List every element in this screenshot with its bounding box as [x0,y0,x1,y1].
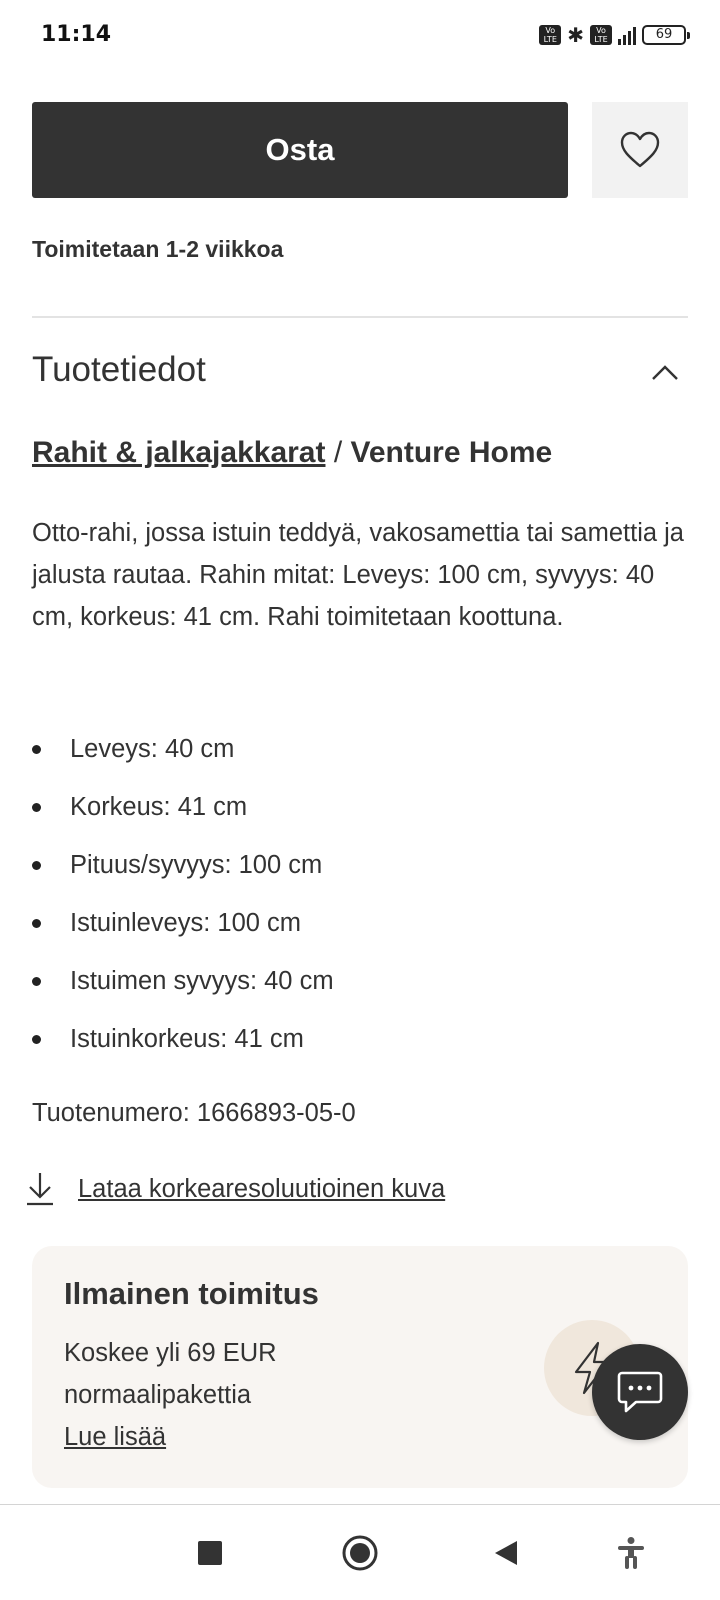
product-number: Tuotenumero: 1666893-05-0 [32,1099,356,1127]
download-icon [24,1170,56,1208]
chevron-up-icon [650,362,680,382]
spec-item: Istuimen syvyys: 40 cm [32,960,334,1018]
breadcrumb-brand: Venture Home [350,436,553,469]
home-circle-icon [341,1534,379,1572]
buy-button[interactable]: Osta [32,102,568,198]
heart-icon [620,131,660,169]
product-info-title: Tuotetiedot [32,350,206,389]
download-image-label: Lataa korkearesoluutioinen kuva [78,1174,446,1203]
back-button[interactable] [483,1530,529,1576]
square-icon [197,1540,223,1566]
status-bar [0,0,720,70]
spec-list [32,728,334,1076]
download-image-link[interactable] [24,1170,445,1208]
status-time: 11:14 [41,22,112,47]
recents-button[interactable] [187,1530,233,1576]
breadcrumb [32,436,552,470]
system-nav-bar [0,1505,720,1600]
shipping-text: Koskee yli 69 EUR normaalipakettia [64,1339,277,1409]
chat-button[interactable] [592,1344,688,1440]
home-button[interactable] [337,1530,383,1576]
volte-icon-2: Vo LTE [590,25,612,45]
accessibility-icon [617,1536,645,1570]
bluetooth-icon: ✱ [567,24,584,47]
spec-item: Istuinkorkeus: 41 cm [32,1018,334,1076]
chat-icon [616,1369,664,1415]
collapse-toggle[interactable] [650,362,680,386]
spec-item: Korkeus: 41 cm [32,786,334,844]
volte-icon: Vo LTE [539,25,561,45]
signal-icon [618,25,636,45]
back-triangle-icon [493,1539,519,1567]
read-more-link[interactable]: Lue lisää [64,1423,167,1451]
free-shipping-card [32,1246,688,1488]
section-divider [32,316,688,318]
status-icons [539,22,686,48]
breadcrumb-separator: / [325,436,351,469]
battery-indicator: 69 [642,25,686,45]
delivery-time: Toimitetaan 1-2 viikkoa [32,236,284,262]
breadcrumb-category-link[interactable]: Rahit & jalkajakkarat [32,436,326,469]
accessibility-button[interactable] [608,1530,654,1576]
shipping-title: Ilmainen toimitus [64,1276,319,1311]
spec-item: Leveys: 40 cm [32,728,334,786]
wishlist-button[interactable] [592,102,688,198]
product-description: Otto-rahi, jossa istuin teddyä, vakosamettia tai samettia ja jalusta rautaa. Rahin mitat: Leveys: 100 cm, syvyys: 40 cm, korkeus: 41 cm. Rahi toimitetaan koottuna. [32,519,684,631]
spec-item: Istuinleveys: 100 cm [32,902,334,960]
spec-item: Pituus/syvyys: 100 cm [32,844,334,902]
